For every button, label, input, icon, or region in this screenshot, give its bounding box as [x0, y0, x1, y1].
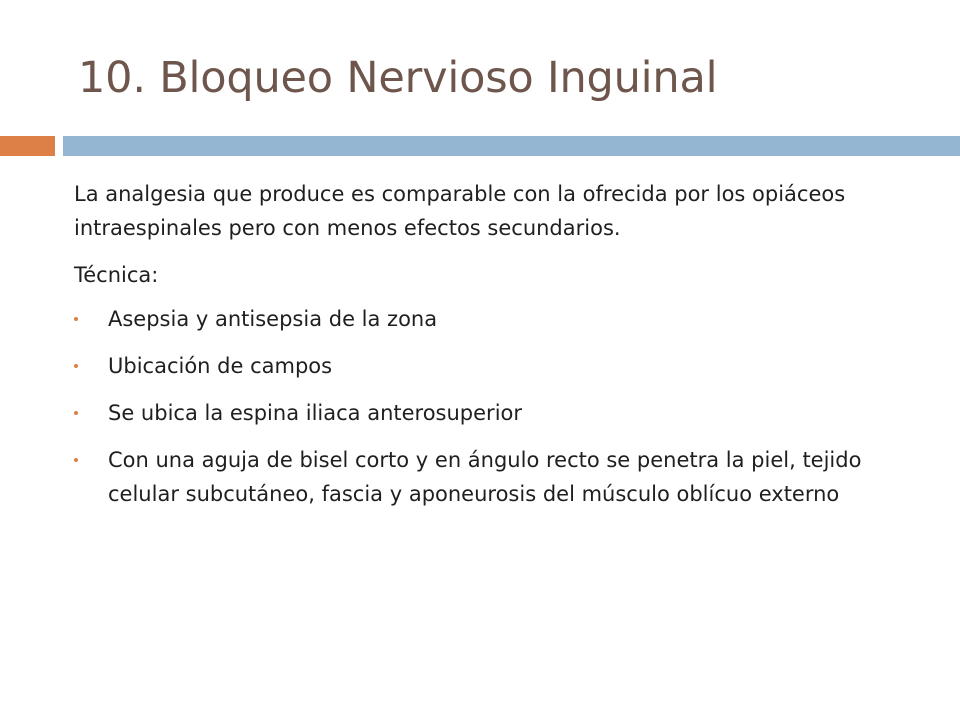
slide-title: 10. Bloqueo Nervioso Inguinal: [78, 53, 718, 103]
bullet-dot-icon: [74, 317, 78, 321]
list-item-text: Asepsia y antisepsia de la zona: [108, 307, 438, 331]
bullet-list: [74, 302, 904, 511]
list-item: [74, 443, 904, 511]
list-item-text: Ubicación de campos: [108, 354, 333, 378]
intro-paragraph: La analgesia que produce es comparable con la ofrecida por los opiáceos intraespinales pero con menos efectos secundarios.: [74, 182, 846, 240]
section-label: Técnica:: [74, 263, 159, 287]
list-item-text: Se ubica la espina iliaca anterosuperior: [108, 401, 523, 425]
slide-body: [74, 177, 904, 524]
bullet-dot-icon: [74, 411, 78, 415]
list-item-text: Con una aguja de bisel corto y en ángulo recto se penetra la piel, tejido celular subcutáneo, fascia y aponeurosis del músculo oblícuo externo: [108, 448, 862, 506]
list-item: [74, 302, 904, 336]
bullet-dot-icon: [74, 364, 78, 368]
bullet-dot-icon: [74, 458, 78, 462]
list-item: [74, 349, 904, 383]
list-item: [74, 396, 904, 430]
accent-bar-blue: [63, 136, 960, 156]
accent-bar-orange: [0, 136, 55, 156]
